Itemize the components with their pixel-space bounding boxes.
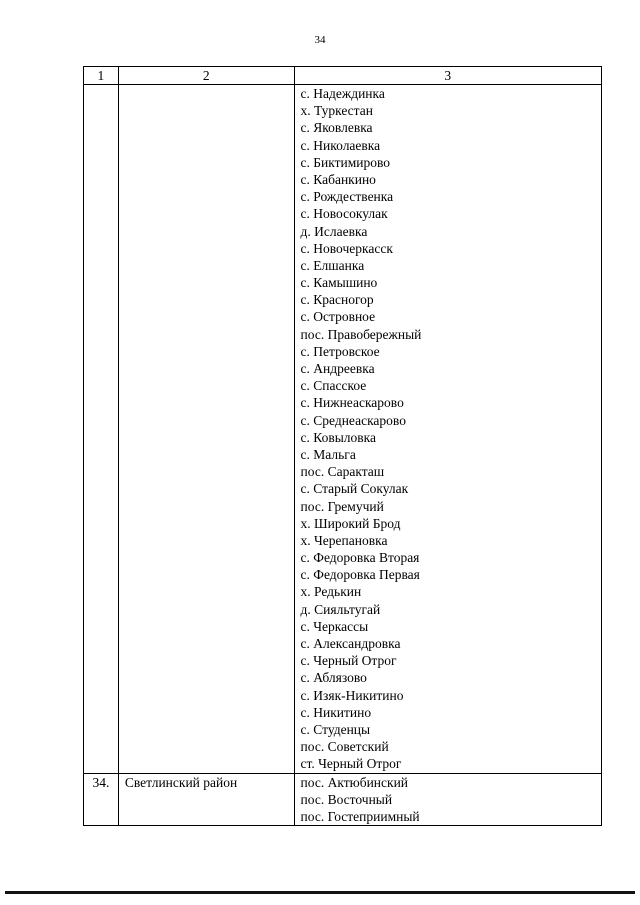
column-header-3: 3 <box>294 67 601 85</box>
settlement-item: с. Федоровка Вторая <box>300 550 420 566</box>
settlement-item: с. Петровское <box>300 343 380 359</box>
settlement-item: д. Сияльтугай <box>300 601 381 617</box>
district-cell <box>118 773 294 826</box>
settlement-item: х. Туркестан <box>300 103 373 119</box>
table-row-34 <box>84 773 602 826</box>
settlement-item: с. Яковлевка <box>300 120 373 136</box>
row-number: 34. <box>92 774 110 790</box>
column-header-1: 1 <box>84 67 119 85</box>
settlement-item: с. Изяк-Никитино <box>300 687 404 703</box>
settlement-item: с. Надеждинка <box>300 86 385 101</box>
settlement-item: с. Красногор <box>300 292 374 308</box>
settlement-item: с. Студенцы <box>300 721 371 737</box>
district-cell <box>118 85 294 774</box>
settlements-table <box>83 66 602 826</box>
settlement-item: с. Елшанка <box>300 257 365 273</box>
settlement-item: пос. Советский <box>300 739 389 755</box>
settlement-item: с. Новосокулак <box>300 206 388 222</box>
settlement-item: с. Никитино <box>300 704 372 720</box>
table-header-row <box>84 67 602 85</box>
settlement-item: пос. Гремучий <box>300 498 384 514</box>
settlement-item: х. Широкий Брод <box>300 515 401 531</box>
bottom-rule <box>5 891 635 894</box>
settlement-item: с. Черкассы <box>300 618 369 634</box>
settlement-item: с. Новочеркасск <box>300 240 393 256</box>
settlement-item: с. Биктимирово <box>300 154 391 170</box>
settlement-item: с. Мальга <box>300 446 356 462</box>
district-name: Светлинский район <box>124 774 238 790</box>
settlement-item: пос. Правобережный <box>300 326 422 342</box>
settlement-item: с. Кабанкино <box>300 171 376 187</box>
settlement-item: с. Ковыловка <box>300 429 377 445</box>
row-number-cell <box>84 85 119 774</box>
settlement-item: пос. Актюбинский <box>300 774 409 790</box>
settlement-item: с. Камышино <box>300 275 378 291</box>
settlement-item: х. Черепановка <box>300 532 388 548</box>
settlement-item: с. Среднеаскарово <box>300 412 406 428</box>
settlement-item: ст. Черный Отрог <box>300 756 402 772</box>
column-header-2: 2 <box>118 67 294 85</box>
settlement-item: с. Рождественка <box>300 189 394 205</box>
row-number-cell <box>84 773 119 826</box>
table-row-continuation <box>84 85 602 774</box>
settlement-item: с. Федоровка Первая <box>300 567 420 583</box>
settlements-cell <box>294 85 601 774</box>
settlement-item: с. Островное <box>300 309 376 325</box>
settlement-item: с. Аблязово <box>300 670 367 686</box>
settlement-item: с. Старый Сокулак <box>300 481 409 497</box>
settlement-item: д. Ислаевка <box>300 223 368 239</box>
settlement-item: пос. Гостеприимный <box>300 808 420 824</box>
settlement-item: с. Спасское <box>300 378 367 394</box>
settlement-item: с. Андреевка <box>300 361 375 376</box>
settlement-item: пос. Восточный <box>300 791 393 807</box>
page-number: 34 <box>314 34 326 46</box>
settlement-item: с. Нижнеаскарово <box>300 395 404 411</box>
settlement-item: с. Александровка <box>300 636 401 651</box>
settlement-item: х. Редькин <box>300 584 362 600</box>
settlements-cell <box>294 773 601 826</box>
settlement-item: пос. Саракташ <box>300 464 385 480</box>
settlement-item: с. Черный Отрог <box>300 653 397 669</box>
settlement-item: с. Николаевка <box>300 137 381 153</box>
